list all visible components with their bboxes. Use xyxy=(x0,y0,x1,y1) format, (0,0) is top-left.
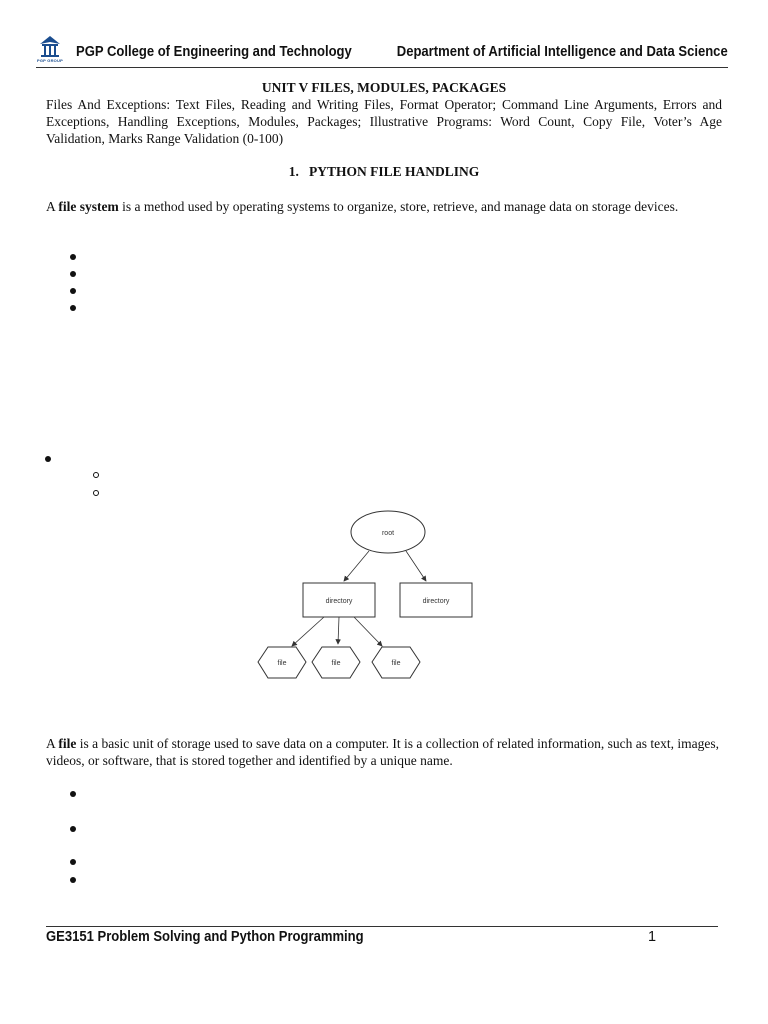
root-label: root xyxy=(381,530,395,537)
directory-label: directory xyxy=(325,598,353,605)
college-name: PGP College of Engineering and Technology xyxy=(76,44,352,60)
para-body: is a basic unit of storage used to save data on a computer. It is a collection of related information, such as text, images, videos, or software, that is stored together and identified by a unique name. xyxy=(46,736,719,768)
file-system-term: file system xyxy=(58,199,119,214)
footer-divider xyxy=(46,926,718,927)
section-title: PYTHON FILE HANDLING xyxy=(308,164,480,179)
file-label: file xyxy=(277,660,287,667)
course-title: GE3151 Problem Solving and Python Programming xyxy=(46,929,364,945)
page-number: 1 xyxy=(648,929,657,945)
logo-text: PGP GROUP xyxy=(37,58,63,63)
file-system-paragraph xyxy=(46,198,722,215)
bullet-marker xyxy=(70,826,76,832)
bullet-marker xyxy=(70,877,76,883)
directory-label: directory xyxy=(422,598,450,605)
page-header xyxy=(36,34,728,70)
department-name: Department of Artificial Intelligence and Data Science xyxy=(397,44,728,60)
bullet-marker xyxy=(45,456,51,462)
para-lead: A xyxy=(46,736,59,751)
para-body: is a method used by operating systems to organize, store, retrieve, and manage data on storage devices. xyxy=(118,199,679,214)
sub-bullet-marker xyxy=(93,490,99,496)
bullet-marker xyxy=(70,305,76,311)
header-divider xyxy=(36,67,728,68)
section-number: 1. xyxy=(288,164,299,179)
bullet-marker xyxy=(70,791,76,797)
file-term: file xyxy=(58,736,77,751)
bullet-marker xyxy=(70,271,76,277)
file-label: file xyxy=(331,660,341,667)
file-paragraph xyxy=(46,735,722,769)
sub-bullet-marker xyxy=(93,472,99,478)
para-lead: A xyxy=(46,199,59,214)
file-label: file xyxy=(391,660,401,667)
bullet-marker xyxy=(70,859,76,865)
file-system-tree-diagram xyxy=(236,503,506,685)
section-heading xyxy=(0,164,768,180)
bullet-marker xyxy=(70,288,76,294)
bullet-marker xyxy=(70,254,76,260)
unit-title: UNIT V FILES, MODULES, PACKAGES xyxy=(261,80,507,95)
syllabus-text: Files And Exceptions: Text Files, Reading and Writing Files, Format Operator; Command Line Arguments, Errors and Exceptions, Handling Exceptions, Modules, Packages; Illustrative Programs: Word Count, Copy File, Voter’s Age Validation, Marks Range Validation (0-100) xyxy=(46,97,722,146)
